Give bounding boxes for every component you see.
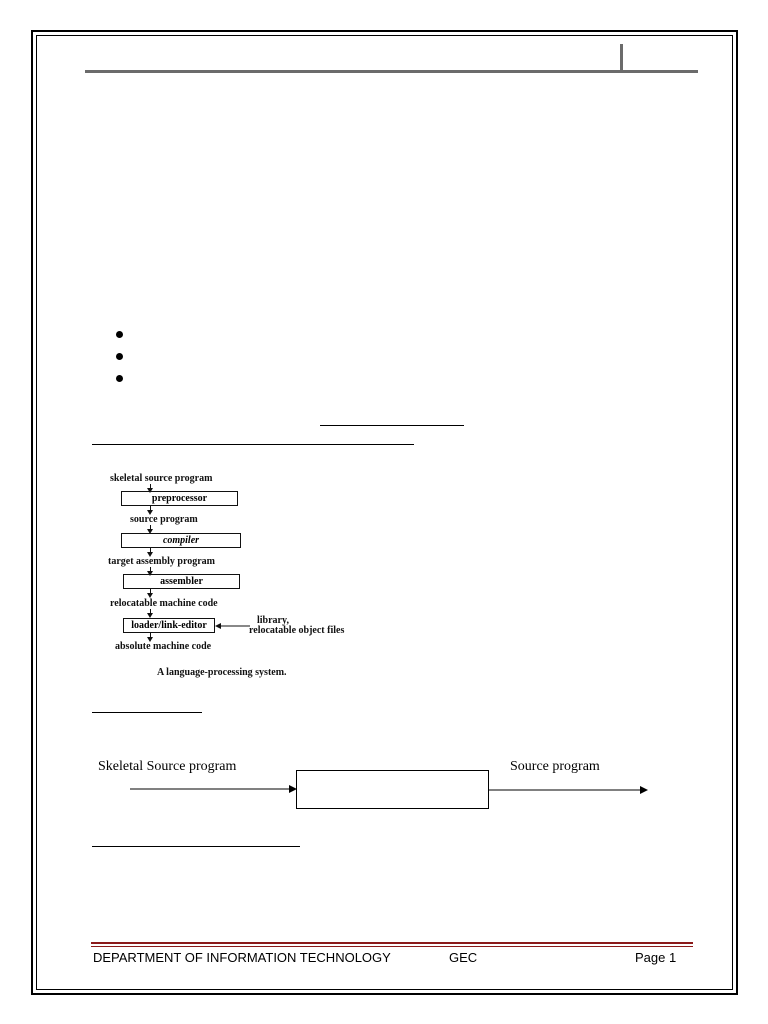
header-rule [85,70,698,73]
arrow-down-icon [150,506,151,512]
label-target-assembly: target assembly program [108,556,216,567]
arrow-left-icon [214,620,252,632]
arrow-down-icon [150,609,151,615]
section-underline [92,444,414,445]
preprocessor-box [296,770,489,809]
bullet-2 [116,353,123,360]
arrow-down-icon [150,567,151,573]
output-label: Source program [510,759,600,774]
figure-caption: A language-processing system. [157,667,287,678]
footer-page-number: Page 1 [635,950,677,965]
input-arrow-icon [130,782,298,796]
box-preprocessor: preprocessor [121,491,238,506]
arrow-down-icon [150,525,151,531]
box-loader-link-editor: loader/link-editor [123,618,215,633]
label-source-program: source program [130,514,198,525]
arrow-down-icon [150,548,151,554]
label-absolute-code: absolute machine code [115,641,212,652]
bullet-3 [116,375,123,382]
label-relocatable-code: relocatable machine code [110,598,218,609]
heading-underline [320,425,464,426]
box-assembler: assembler [123,574,240,589]
label-library: library, [257,615,289,626]
footer-department: DEPARTMENT OF INFORMATION TECHNOLOGY [93,950,391,965]
header-divider [620,44,623,72]
input-label: Skeletal Source program [98,759,237,774]
box-compiler: compiler [121,533,241,548]
footer-rule [91,942,693,944]
subsection-underline [92,712,202,713]
subsection-underline-2 [92,846,300,847]
footer-college: GEC [449,950,478,965]
bullet-1 [116,331,123,338]
label-object-files: relocatable object files [249,625,345,636]
output-arrow-icon [489,783,649,797]
footer-rule-thin [91,946,693,947]
arrow-down-icon [150,484,151,490]
arrow-down-icon [150,589,151,595]
arrow-down-icon [150,633,151,639]
label-skeletal-source: skeletal source program [110,473,213,484]
